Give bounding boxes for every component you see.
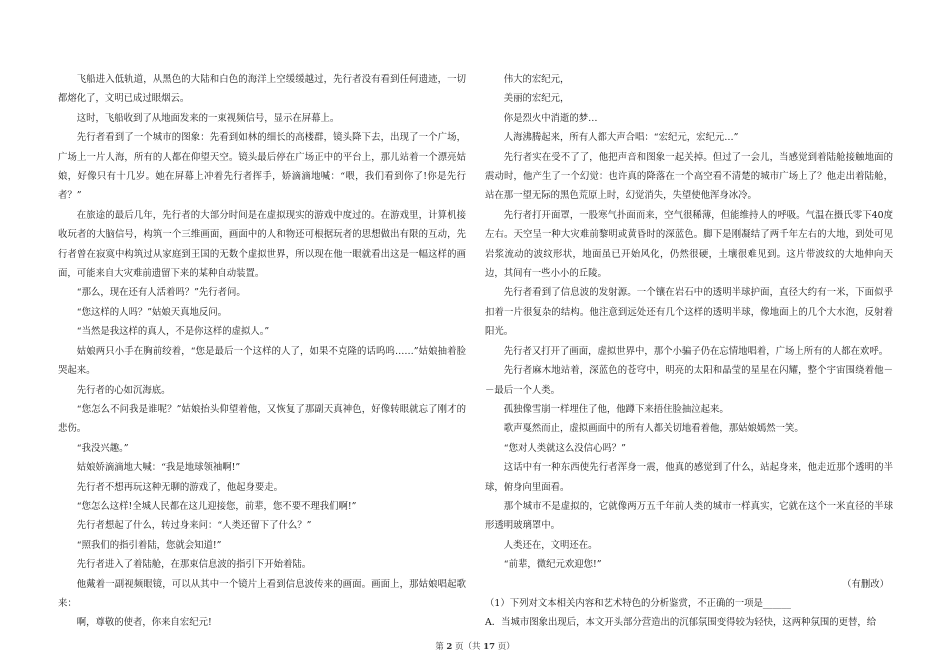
paragraph: 先行者不想再玩这种无聊的游戏了，他起身要走。 [76,481,284,493]
paragraph: “您对人类就这么没信心吗？” [503,442,626,454]
question-stem: （1）下列对文本相关内容和艺术特色的分析鉴赏，不正确的一项是______ [485,597,791,609]
paragraph: 先行者想起了什么，转过身来问：“人类还留下了什么？” [76,520,312,532]
paragraph: 这时，飞船收到了从地面发来的一束视频信号，显示在屏幕上。 [76,112,340,124]
paragraph: 你是烈火中消逝的梦… [503,112,598,124]
paragraph: 伟大的宏纪元， [503,74,570,85]
source-note: （有删改） [842,578,889,590]
paragraph: 先行者打开面罩，一股寒气扑面而来，空气很稀薄，但能维持人的呼吸。气温在摄氏零下40度左右。天空呈一种大灾难前黎明或黄昏时的深蓝色。脚下是刚凝结了两千年左右的大地，到处可见岩浆流动的波纹形状，地面虽已开始风化，仍然很硬，土壤很难见到。这片带波纹的大地伸向天边，其间有一些小小的丘陵。 [485,209,893,280]
footer-total-pages: 17 [483,642,496,652]
paragraph: 飞船进入低轨道，从黑色的大陆和白色的海洋上空缓缓越过，先行者没有看到任何遗迹，一切都熔化了，文明已成过眼烟云。 [58,74,466,105]
left-column [58,70,466,633]
paragraph: 啊，尊敬的使者，你来自宏纪元! [76,617,212,629]
paragraph: 在旅途的最后几年，先行者的大部分时间是在虚拟现实的游戏中度过的。在游戏里，计算机接收玩者的大脑信号，构筑一个三维画面，画面中的人和物还可根据玩者的思想做出有限的互动，先行者曾在寂寞中构筑过从家庭到王国的无数个虚拟世界，所以现在他一眼就看出这是一幅这样的画面，可能来自大灾难前遗留下来的某种自动装置。 [58,209,466,280]
question-option-a: A．当城市图象出现后，本文开头部分营造出的沉郁氛围变得较为轻快，这两种氛围的更替，给 [485,617,877,629]
paragraph: 那个城市不是虚拟的，它就像两万五千年前人类的城市一样真实，它就在这个一米直径的半球形透明玻璃罩中。 [485,500,893,532]
paragraph: 先行者麻木地站着，深蓝色的苍穹中，明亮的太阳和晶莹的星星在闪耀，整个宇宙围绕着他－－最后一个人类。 [485,365,893,396]
paragraph: 人海沸腾起来，所有人都大声合唱：“宏纪元，宏纪元…” [503,132,739,144]
footer-page-number: 2 [446,642,453,652]
paragraph: 先行者实在受不了了，他把声音和图象一起关掉。但过了一会儿，当感觉到着陆舱接触地面的震动时，他产生了一个幻觉：也许真的降落在一个高空看不清楚的城市广场上了？他走出着陆舱，站在那一望无际的黑色荒原上时，幻觉消失，失望使他浑身冰冷。 [485,151,893,202]
paragraph: “那么，现在还有人活着吗？”先行者问。 [76,287,246,299]
paragraph: 先行者看到了一个城市的图象：先看到如林的细长的高楼群，镜头降下去，出现了一个广场，广场上一片人海，所有的人都在仰望天空。镜头最后停在广场正中的平台上，那儿站着一个漂亮姑娘，好像只有十几岁。她在屏幕上冲着先行者挥手，娇滴滴地喊：“喂，我们看到你了!你是先行者？” [58,132,466,202]
paragraph: 他戴着一副视频眼镜，可以从其中一个镜片上看到信息波传来的画面。画面上，那姑娘唱起歌来： [58,578,466,609]
right-column [485,70,893,633]
paragraph: 人类还在，文明还在。 [503,539,598,551]
paragraph: “您这样的人吗？”姑娘天真地反问。 [76,306,228,318]
paragraph: 姑娘两只小手在胸前绞着，“您是最后一个这样的人了，如果不克隆的话呜呜……”姑娘抽着脸哭起来。 [58,345,466,377]
paragraph: 先行者看到了信息波的发射源。一个镶在岩石中的透明半球护面，直径大约有一米，下面似乎扣着一片很复杂的结构。他注意到远处还有几个这样的透明半球，像地面上的几个大水泡，反射着阳光。 [485,287,893,338]
paragraph: 美丽的宏纪元， [503,93,570,105]
paragraph: “您怎么不问我是谁呢？”姑娘抬头仰望着他，又恢复了那副天真神色，好像转眼就忘了刚才的悲伤。 [58,403,466,435]
paragraph: 先行者又打开了画面，虚拟世界中，那个小骗子仍在忘情地唱着，广场上所有的人都在欢呼。 [503,345,889,357]
paragraph: “当然是我这样的真人，不是你这样的虚拟人。” [76,326,270,338]
footer-prefix: 第 [435,642,444,652]
paragraph: “您怎么这样!全城人民都在这儿迎接您，前辈，您不要不理我们啊!” [76,500,357,512]
paragraph: 姑娘娇滴滴地大喊：“我是地球领袖啊!” [76,462,241,474]
paragraph: 这话中有一种东西使先行者浑身一震，他真的感觉到了什么，站起身来，他走近那个透明的半球，俯身向里面看。 [485,462,893,493]
paragraph: 先行者的心如沉海底。 [76,384,171,396]
paragraph: 歌声戛然而止，虚拟画面中的所有人都关切地看着他，那姑娘嫣然一笑。 [503,423,804,435]
footer-suffix: 页） [497,642,515,652]
paragraph: “我没兴趣。” [76,442,129,454]
paragraph: “前辈，微纪元欢迎您!” [503,559,602,571]
paragraph: 先行者进入了着陆舱，在那束信息波的指引下开始着陆。 [76,559,312,571]
paragraph: 孤独像雪崩一样埋住了他，他蹲下来捂住脸抽泣起来。 [503,403,729,415]
page-footer [0,640,950,652]
footer-mid: 页（共 [455,642,481,652]
paragraph: “照我们的指引着陆，您就会知道!” [76,539,222,551]
